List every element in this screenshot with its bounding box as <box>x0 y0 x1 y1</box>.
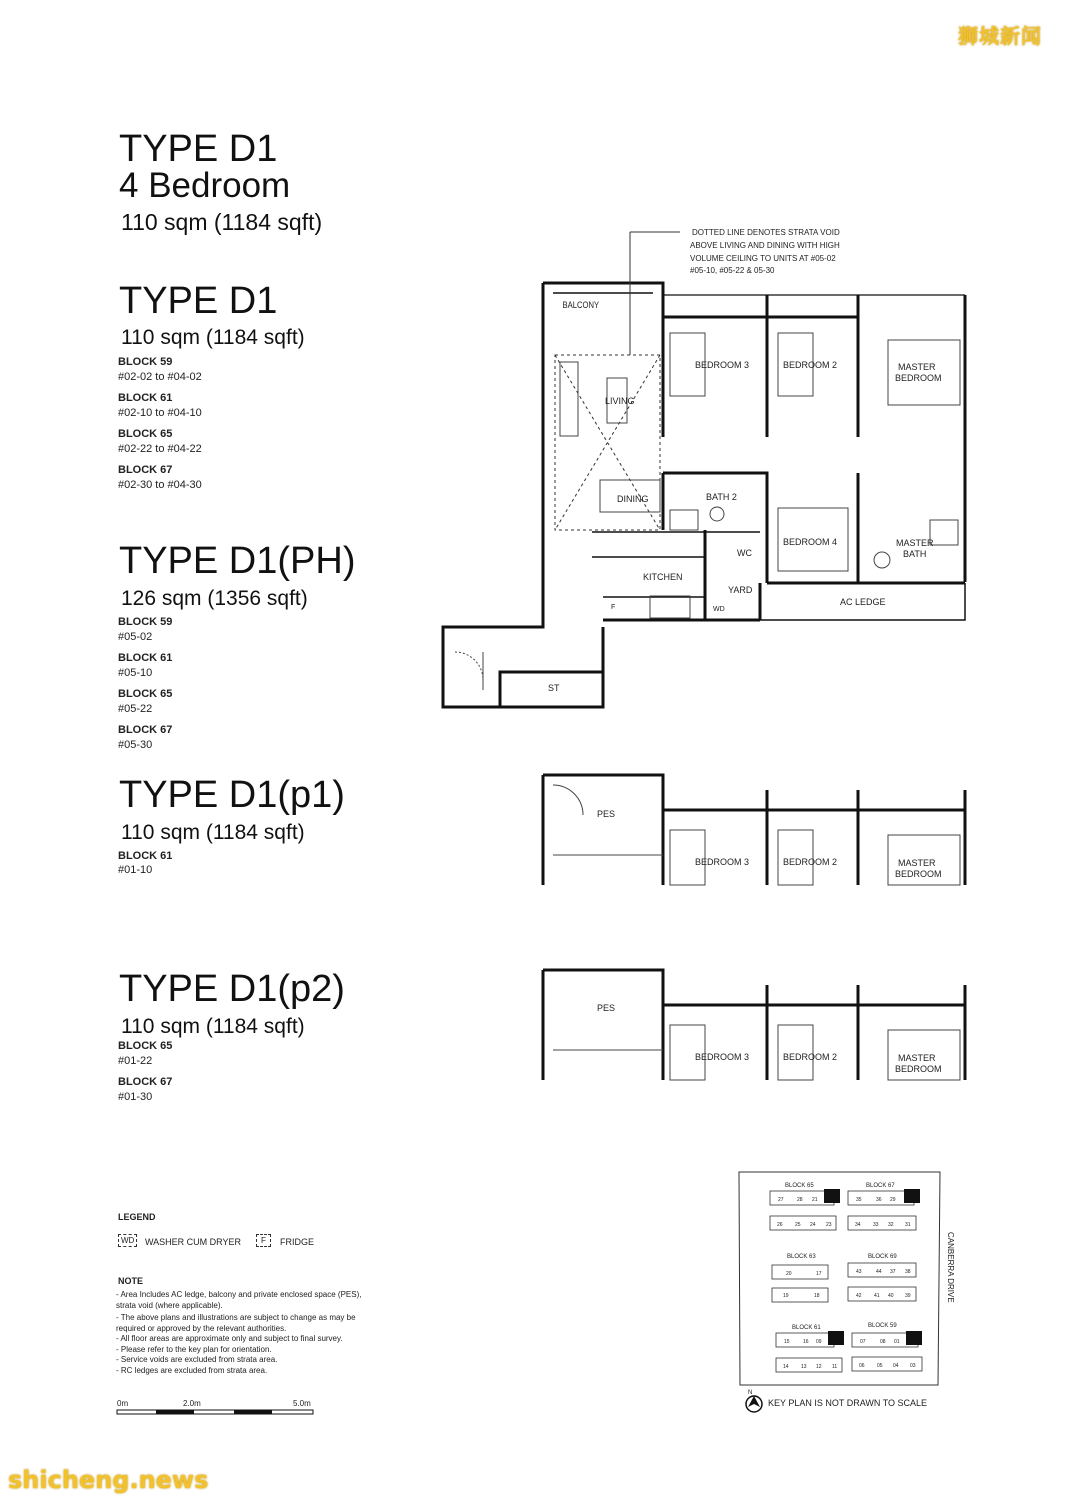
room-label-master-bedroom-2: BEDROOM <box>895 373 942 383</box>
key-plan-unit-number: 42 <box>856 1293 862 1299</box>
scale-bar <box>116 1408 316 1420</box>
key-plan-unit-number: 18 <box>814 1293 820 1299</box>
room-label-kitchen: KITCHEN <box>643 572 683 582</box>
room-label-bedroom-3: BEDROOM 3 <box>695 857 750 867</box>
main-floor-plan <box>430 220 990 720</box>
watermark-top: 狮城新闻 <box>958 24 1042 48</box>
unit-range: #05-02 <box>118 631 153 643</box>
key-plan-unit-number: 04 <box>893 1363 899 1369</box>
room-label-yard: YARD <box>728 585 753 595</box>
key-plan-unit-number: 13 <box>801 1364 807 1370</box>
block-label: BLOCK 67 <box>118 464 173 476</box>
note-line: - Please refer to the key plan for orientation. <box>116 1345 272 1354</box>
key-plan-unit-number: 36 <box>876 1197 882 1203</box>
key-plan-block-label: BLOCK 61 <box>792 1325 821 1331</box>
key-plan-unit-number: 06 <box>859 1363 865 1369</box>
note-line: - All floor areas are approximate only and subject to final survey. <box>116 1334 343 1343</box>
unit-area: 110 sqm (1184 sqft) <box>121 821 305 844</box>
key-plan-unit-number: 19 <box>783 1293 789 1299</box>
key-plan-unit-number: 38 <box>905 1269 911 1275</box>
key-plan-unit-number: 20 <box>786 1271 792 1277</box>
room-label-bedroom-3: BEDROOM 3 <box>695 1052 750 1062</box>
p2-floor-plan <box>530 960 980 1085</box>
key-plan-unit-number: 08 <box>880 1339 886 1345</box>
room-label-bedroom-3: BEDROOM 3 <box>695 360 750 370</box>
unit-area: 110 sqm (1184 sqft) <box>121 1015 305 1038</box>
key-plan-unit-number: 31 <box>905 1222 911 1228</box>
room-label-bedroom-4: BEDROOM 4 <box>783 537 838 547</box>
room-label-living: LIVING <box>605 396 635 406</box>
room-label-master-bedroom-2: BEDROOM <box>895 1064 942 1074</box>
key-plan-unit-number: 39 <box>905 1293 911 1299</box>
key-plan-unit-number: 26 <box>777 1222 783 1228</box>
key-plan-unit-number: 12 <box>816 1364 822 1370</box>
key-plan-unit-number: 27 <box>778 1197 784 1203</box>
room-label-master-bedroom-1: MASTER <box>898 858 936 868</box>
legend-wd-code: WD <box>118 1234 137 1247</box>
block-label: BLOCK 65 <box>118 1040 173 1052</box>
room-label-balcony: BALCONY <box>562 299 600 311</box>
key-plan-unit-number: 07 <box>860 1339 866 1345</box>
plan-note-line: #05-10, #05-22 & 05-30 <box>690 266 775 275</box>
north-arrow-icon <box>746 1396 762 1412</box>
note-line: - RC ledges are excluded from strata area. <box>116 1366 268 1375</box>
key-plan-unit-number: 24 <box>810 1222 816 1228</box>
key-plan-unit-number: 01 <box>894 1339 900 1345</box>
unit-range: #02-22 to #04-22 <box>118 443 202 455</box>
block-label: BLOCK 65 <box>118 428 173 440</box>
key-plan-unit-number: 25 <box>795 1222 801 1228</box>
block-label: BLOCK 67 <box>118 724 173 736</box>
key-plan-unit-number: 05 <box>877 1363 883 1369</box>
key-plan-unit-number: 28 <box>797 1197 803 1203</box>
legend-wd-label: WASHER CUM DRYER <box>145 1237 242 1247</box>
note-line: required or approved by the relevant authorities. <box>116 1324 287 1333</box>
key-plan-unit-number: 21 <box>812 1197 818 1203</box>
block-label: BLOCK 61 <box>118 652 173 664</box>
key-plan-unit-number: 14 <box>783 1364 789 1370</box>
room-label-master-bedroom-2: BEDROOM <box>895 869 942 879</box>
room-label-bedroom-2: BEDROOM 2 <box>783 360 838 370</box>
room-label-pes: PES <box>597 809 616 819</box>
watermark-bottom: shicheng.news <box>8 1466 209 1494</box>
plan-note-line: ABOVE LIVING AND DINING WITH HIGH <box>690 241 840 250</box>
key-plan-unit-number: 35 <box>856 1197 862 1203</box>
legend-heading: LEGEND <box>118 1212 156 1222</box>
unit-range: #02-30 to #04-30 <box>118 479 202 491</box>
key-plan-block-label: BLOCK 65 <box>785 1183 814 1189</box>
scale-end: 5.0m <box>293 1399 311 1408</box>
room-label-bath-2: BATH 2 <box>706 492 737 502</box>
room-label-wc: WC <box>737 548 752 558</box>
key-plan-unit-number: 23 <box>826 1222 832 1228</box>
plan-note-line: VOLUME CEILING TO UNITS AT #05-02 <box>690 254 836 263</box>
scale-mid: 2.0m <box>183 1399 201 1408</box>
room-label-st: ST <box>548 683 560 693</box>
unit-range: #01-30 <box>118 1091 153 1103</box>
key-plan-unit-number: 32 <box>888 1222 894 1228</box>
key-plan-road-label: CANBERRA DRIVE <box>946 1232 955 1303</box>
unit-range: #01-22 <box>118 1055 153 1067</box>
key-plan-caption: KEY PLAN IS NOT DRAWN TO SCALE <box>768 1398 928 1408</box>
room-label-fridge: F <box>611 604 616 611</box>
key-plan <box>730 1165 970 1415</box>
room-label-master-bedroom-1: MASTER <box>898 1053 936 1063</box>
block-label: BLOCK 61 <box>118 850 173 862</box>
block-label: BLOCK 67 <box>118 1076 173 1088</box>
legend-f-code: F <box>256 1234 271 1247</box>
block-label: BLOCK 59 <box>118 616 173 628</box>
key-plan-unit-number: 40 <box>888 1293 894 1299</box>
room-label-bedroom-2: BEDROOM 2 <box>783 857 838 867</box>
unit-type-d1-p1: TYPE D1(p1) <box>119 774 345 816</box>
unit-type-d1-p2: TYPE D1(p2) <box>119 968 345 1010</box>
key-plan-unit-number: 09 <box>816 1339 822 1345</box>
note-line: strata void (where applicable). <box>116 1301 223 1310</box>
room-label-pes: PES <box>597 1003 616 1013</box>
note-line: - The above plans and illustrations are subject to change as may be <box>116 1313 356 1322</box>
unit-range: #01-10 <box>118 864 153 876</box>
p1-floor-plan <box>530 765 980 890</box>
key-plan-unit-number: 17 <box>816 1271 822 1277</box>
key-plan-unit-number: 34 <box>855 1222 861 1228</box>
key-plan-unit-number: 16 <box>803 1339 809 1345</box>
unit-area: 110 sqm (1184 sqft) <box>121 326 305 349</box>
unit-type-d1-ph: TYPE D1(PH) <box>119 540 356 582</box>
key-plan-unit-number: 33 <box>873 1222 879 1228</box>
key-plan-unit-number: 15 <box>784 1339 790 1345</box>
unit-range: #05-22 <box>118 703 153 715</box>
room-label-ac-ledge: AC LEDGE <box>840 597 886 607</box>
key-plan-unit-number: 44 <box>876 1269 882 1275</box>
key-plan-block-label: BLOCK 69 <box>868 1254 897 1260</box>
key-plan-unit-number: 41 <box>874 1293 880 1299</box>
key-plan-block-label: BLOCK 63 <box>787 1254 816 1260</box>
block-label: BLOCK 65 <box>118 688 173 700</box>
header-bedrooms: 4 Bedroom <box>119 166 291 205</box>
block-label: BLOCK 59 <box>118 356 173 368</box>
unit-type-d1: TYPE D1 <box>119 280 278 322</box>
north-label: N <box>748 1390 753 1396</box>
notes-heading: NOTE <box>118 1276 144 1286</box>
room-label-dining: DINING <box>617 494 649 504</box>
unit-range: #05-10 <box>118 667 153 679</box>
unit-range: #02-02 to #04-02 <box>118 371 202 383</box>
room-label-master-bath-1: MASTER <box>896 538 934 548</box>
note-line: - Area Includes AC ledge, balcony and private enclosed space (PES), <box>116 1290 362 1299</box>
key-plan-unit-number: 43 <box>856 1269 862 1275</box>
room-label-master-bath-2: BATH <box>903 549 927 559</box>
room-label-washer: WD <box>713 606 725 613</box>
header-area: 110 sqm (1184 sqft) <box>121 209 323 235</box>
key-plan-block-label: BLOCK 67 <box>866 1183 895 1189</box>
legend-f-label: FRIDGE <box>280 1237 315 1247</box>
key-plan-unit-number: 37 <box>890 1269 896 1275</box>
unit-range: #05-30 <box>118 739 153 751</box>
note-line: - Service voids are excluded from strata area. <box>116 1355 278 1364</box>
room-label-master-bedroom-1: MASTER <box>898 362 936 372</box>
unit-range: #02-10 to #04-10 <box>118 407 202 419</box>
scale-start: 0m <box>117 1399 129 1408</box>
key-plan-unit-number: 03 <box>910 1363 916 1369</box>
header-type: TYPE D1 <box>119 128 278 170</box>
key-plan-unit-number: 11 <box>832 1364 838 1370</box>
unit-area: 126 sqm (1356 sqft) <box>121 587 308 610</box>
room-label-bedroom-2: BEDROOM 2 <box>783 1052 838 1062</box>
key-plan-unit-number: 29 <box>890 1197 896 1203</box>
plan-note-line: DOTTED LINE DENOTES STRATA VOID <box>692 228 840 237</box>
block-label: BLOCK 61 <box>118 392 173 404</box>
key-plan-block-label: BLOCK 59 <box>868 1323 897 1329</box>
